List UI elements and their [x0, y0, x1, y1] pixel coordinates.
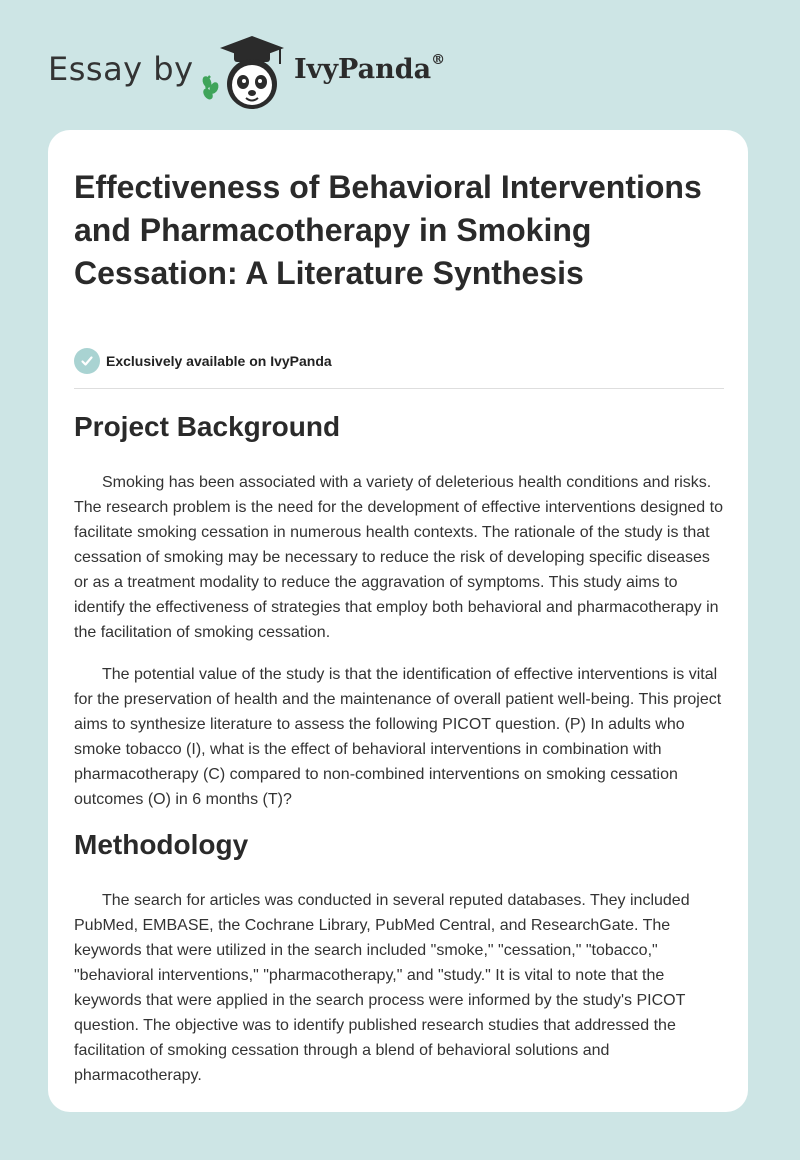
paragraph: Smoking has been associated with a variety of deleterious health conditions and risks. The research problem is the need for the development of effective interventions designed to facilitate smoking cessation in numerous health contexts. The rationale of the study is that cessation of smoking may be necessary to reduce the risk of developing specific diseases or as a treatment modality to reduce the aggravation of symptoms. This study aims to identify the effectiveness of strategies that employ both behavioral and pharmacotherapy in the facilitation of smoking cessation. — [74, 474, 723, 641]
check-icon — [74, 348, 100, 374]
site-header — [48, 30, 548, 110]
section-heading-methodology: Methodology — [74, 829, 249, 860]
divider — [74, 388, 724, 389]
exclusive-label: Exclusively available on IvyPanda — [106, 353, 332, 369]
paragraph: The search for articles was conducted in several reputed databases. They included PubMed, EMBASE, the Cochrane Library, PubMed Central, and ResearchGate. The keywords that were utilized in the search included "smoke," "cessation," "tobacco," "behavioral interventions," "pharmacotherapy," and "study." It is vital to note that the keywords that were applied in the search process were informed by the study's PICOT question. The objective was to identify published research studies that addressed the facilitation of smoking cessation through a blend of behavioral solutions and pharmacotherapy. — [74, 892, 690, 1084]
section-heading-background: Project Background — [74, 411, 341, 442]
article-title: Effectiveness of Behavioral Interventions and Pharmacotherapy in Smoking Cessation: A Literature Synthesis — [74, 169, 702, 291]
panda-logo-icon[interactable] — [200, 32, 292, 112]
exclusive-badge — [74, 348, 332, 374]
essay-by-label: Essay by — [48, 50, 194, 88]
paragraph: The potential value of the study is that the identification of effective interventions is vital for the preservation of health and the maintenance of overall patient well-being. This project aims to synthesize literature to assess the following PICOT question. (P) In adults who smoke tobacco (I), what is the effect of behavioral interventions in combination with pharmacotherapy (C) compared to non-combined interventions on smoking cessation outcomes (O) in 6 months (T)? — [74, 666, 722, 808]
brand-name[interactable]: IvyPanda® — [294, 52, 446, 85]
article-card — [48, 130, 748, 1112]
